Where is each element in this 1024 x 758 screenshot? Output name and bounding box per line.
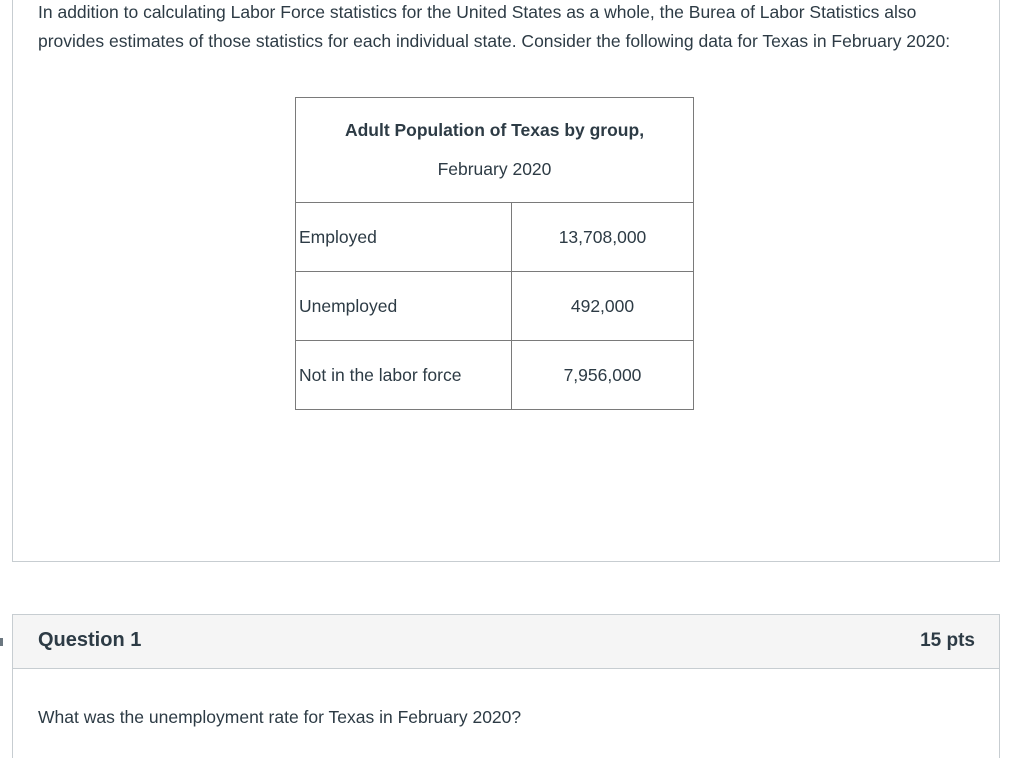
row-value-not-in-labor-force: 7,956,000 [512, 341, 694, 410]
question-points: 15 pts [920, 630, 975, 651]
question-text: What was the unemployment rate for Texas in February 2020? [38, 707, 522, 727]
question-panel [12, 614, 1000, 758]
table-row [296, 341, 694, 410]
row-value-unemployed: 492,000 [512, 272, 694, 341]
row-value-employed: 13,708,000 [512, 203, 694, 272]
population-table [295, 97, 694, 410]
question-title: Question 1 [38, 629, 142, 651]
table-subtitle: February 2020 [437, 159, 552, 179]
row-label-unemployed: Unemployed [296, 272, 512, 341]
row-label-not-in-labor-force: Not in the labor force [296, 341, 512, 410]
question-marker [0, 638, 3, 646]
table-header-row [296, 98, 694, 203]
question-header [13, 615, 999, 669]
table-row [296, 272, 694, 341]
row-label-employed: Employed [296, 203, 512, 272]
table-row [296, 203, 694, 272]
table-title: Adult Population of Texas by group, [344, 120, 645, 140]
intro-paragraph: In addition to calculating Labor Force statistics for the United States as a whole, the Burea of Labor Statistics also provides estimates of those statistics for each individual state. Consider the following data for Texas in February 2020: [38, 2, 951, 51]
table-header-cell [296, 98, 694, 203]
